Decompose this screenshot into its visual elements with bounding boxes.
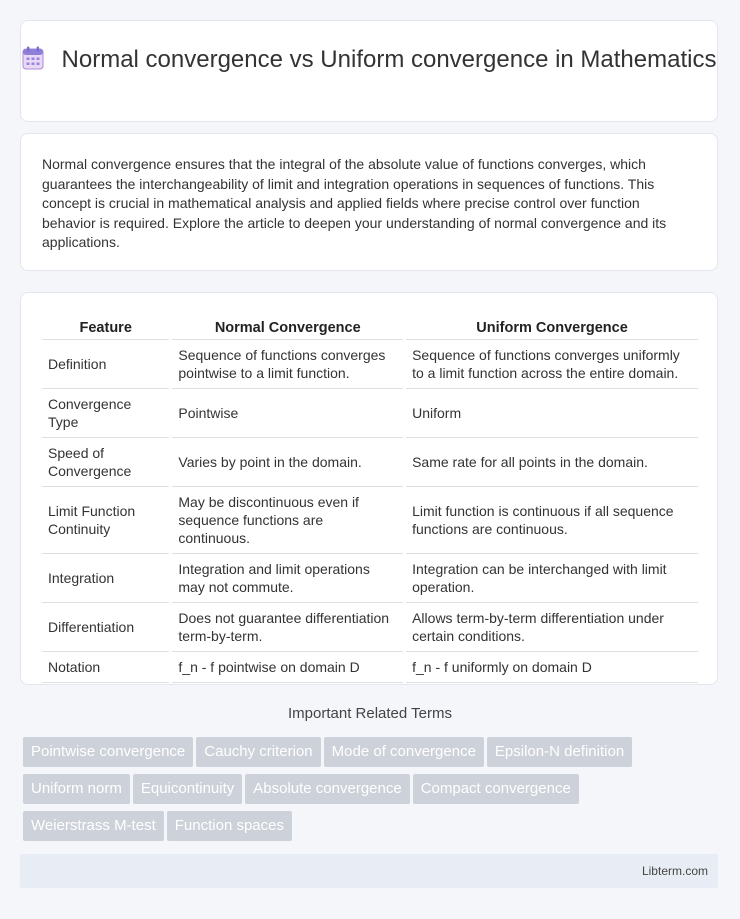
normal-cell: Does not guarantee differentiation term-by-term.: [171, 603, 405, 652]
header-normal: Normal Convergence: [171, 315, 405, 340]
footer: [20, 854, 718, 888]
table-row: [42, 389, 698, 438]
related-term-tag[interactable]: Weierstrass M-test: [23, 811, 164, 841]
related-term-tag[interactable]: Cauchy criterion: [196, 737, 320, 767]
header-uniform: Uniform Convergence: [405, 315, 698, 340]
page-title-wrap: [21, 45, 717, 74]
table-row: [42, 603, 698, 652]
related-term-tag[interactable]: Pointwise convergence: [23, 737, 193, 767]
related-term-tag[interactable]: Epsilon-N definition: [487, 737, 632, 767]
uniform-cell: Integration can be interchanged with limit operation.: [405, 554, 698, 603]
feature-cell: Differentiation: [42, 603, 171, 652]
related-terms-title: Important Related Terms: [288, 705, 452, 722]
related-term-tag[interactable]: Uniform norm: [23, 774, 130, 804]
related-term-tag[interactable]: Compact convergence: [413, 774, 579, 804]
table-row: [42, 340, 698, 389]
uniform-cell: Sequence of functions converges uniformly to a limit function across the entire domain.: [405, 340, 698, 389]
related-term-tag[interactable]: Mode of convergence: [324, 737, 484, 767]
intro-text: Normal convergence ensures that the integral of the absolute value of functions converges, which guarantees the interchangeability of limit and integration operations in sequences of functions. This concept is crucial in mathematical analysis and applied fields where precise control over function behavior is required. Explore the article to deepen your understanding of normal convergence and its applications.: [42, 156, 667, 250]
table-header-row: [42, 315, 698, 340]
related-terms-list: [23, 737, 723, 848]
feature-cell: Definition: [42, 340, 171, 389]
header-feature: Feature: [42, 315, 171, 340]
normal-cell: Varies by point in the domain.: [171, 438, 405, 487]
normal-cell: Sequence of functions converges pointwise to a limit function.: [171, 340, 405, 389]
related-term-tag[interactable]: Absolute convergence: [245, 774, 409, 804]
feature-cell: Speed of Convergence: [42, 438, 171, 487]
normal-cell: Pointwise: [171, 389, 405, 438]
feature-cell: Notation: [42, 652, 171, 683]
table-row: [42, 438, 698, 487]
comparison-card: [20, 292, 718, 685]
normal-cell: f_n - f pointwise on domain D: [171, 652, 405, 683]
uniform-cell: Uniform: [405, 389, 698, 438]
uniform-cell: Limit function is continuous if all sequence functions are continuous.: [405, 487, 698, 554]
feature-cell: Integration: [42, 554, 171, 603]
intro-card: [20, 133, 718, 271]
uniform-cell: Allows term-by-term differentiation under certain conditions.: [405, 603, 698, 652]
footer-site-link[interactable]: Libterm.com: [641, 864, 708, 878]
page-title: Normal convergence vs Uniform convergence in Mathematics: [61, 46, 717, 73]
uniform-cell: Same rate for all points in the domain.: [405, 438, 698, 487]
comparison-table: [42, 315, 698, 683]
table-row: [42, 554, 698, 603]
normal-cell: May be discontinuous even if sequence functions are continuous.: [171, 487, 405, 554]
table-row: [42, 652, 698, 683]
title-card: [20, 20, 718, 122]
table-row: [42, 487, 698, 554]
uniform-cell: f_n - f uniformly on domain D: [405, 652, 698, 683]
feature-cell: Convergence Type: [42, 389, 171, 438]
related-term-tag[interactable]: Function spaces: [167, 811, 292, 841]
calendar-icon: [22, 46, 44, 70]
feature-cell: Limit Function Continuity: [42, 487, 171, 554]
normal-cell: Integration and limit operations may not commute.: [171, 554, 405, 603]
related-term-tag[interactable]: Equicontinuity: [133, 774, 242, 804]
